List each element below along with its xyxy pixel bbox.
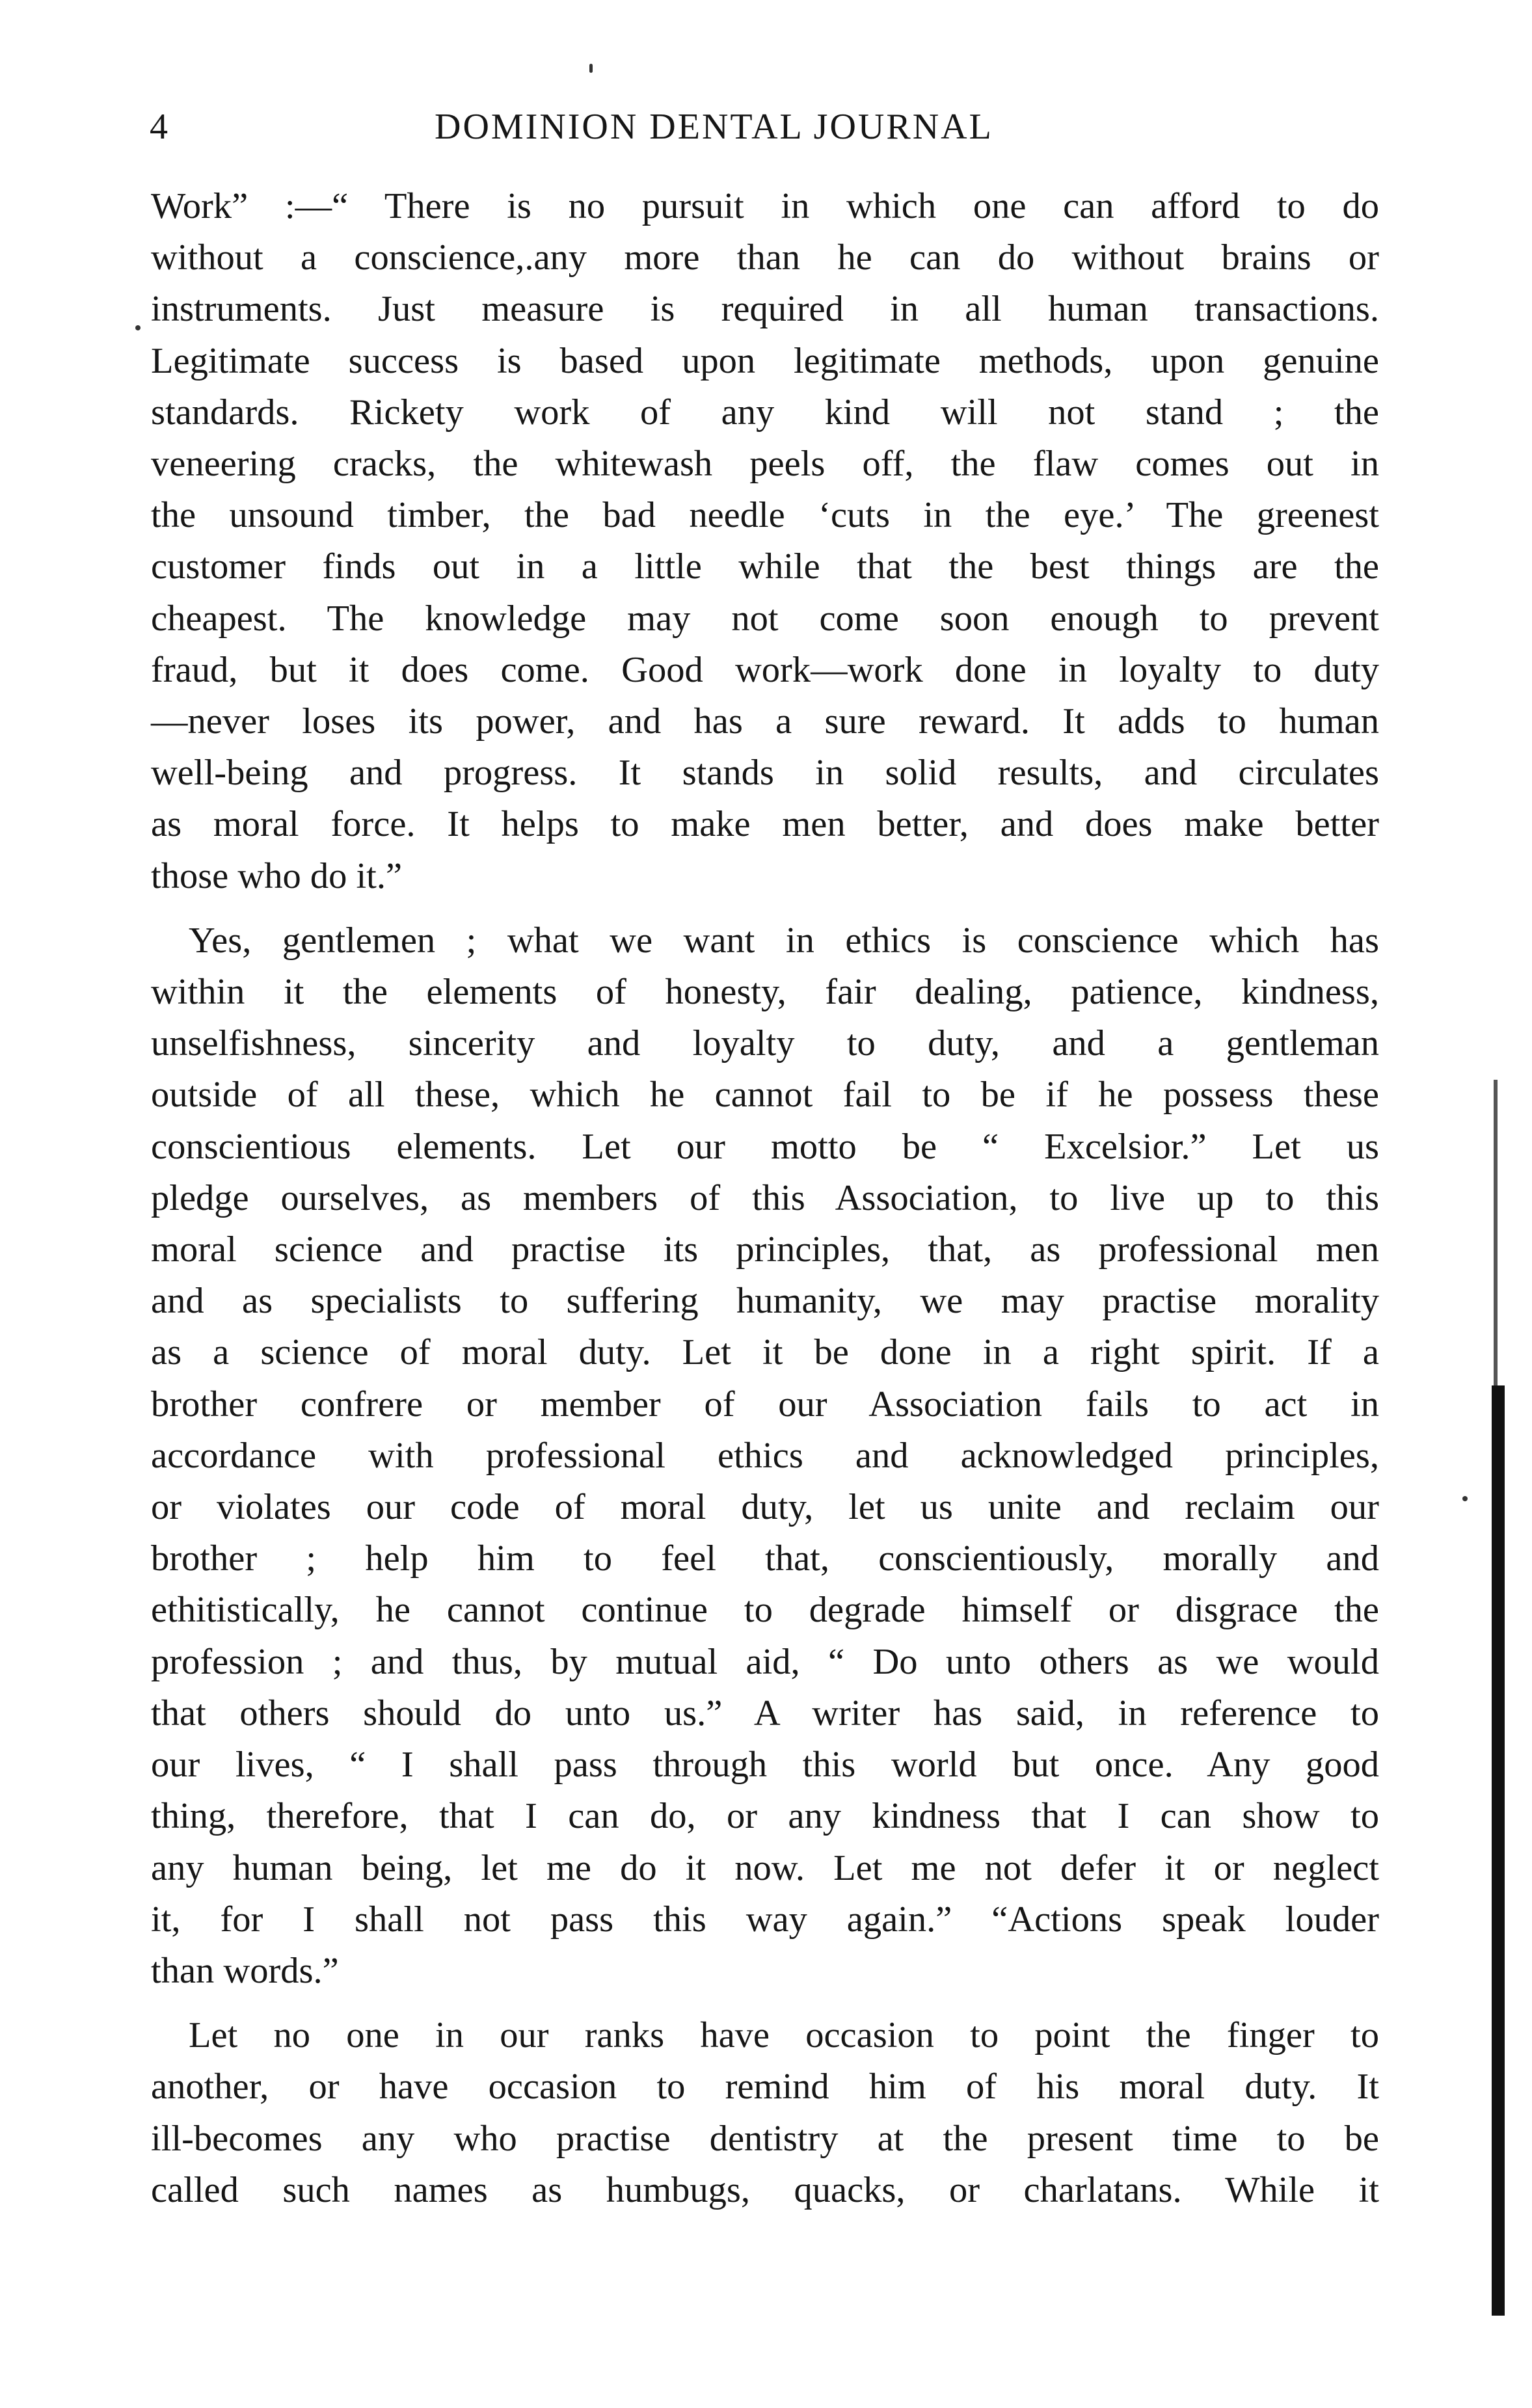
scan-speck <box>135 325 141 330</box>
text-line: —never loses its power, and has a sure reward. It adds to human <box>151 701 1379 742</box>
paragraph-ethics <box>151 915 1379 1997</box>
text-line: cheapest. The knowledge may not come soon enough to prevent <box>151 598 1379 639</box>
scan-speck <box>1462 1496 1468 1501</box>
text-line: or violates our code of moral duty, let us unite and reclaim our <box>151 1487 1379 1528</box>
text-line: Work” :—“ There is no pursuit in which one can afford to do <box>151 186 1379 226</box>
text-line: standards. Rickety work of any kind will not stand ; the <box>151 392 1379 433</box>
text-line: without a conscience,.any more than he can do without brains or <box>151 237 1379 278</box>
text-line: as a science of moral duty. Let it be done in a right spirit. If a <box>151 1332 1379 1373</box>
text-line: those who do it.” <box>151 855 403 896</box>
text-line: ill-becomes any who practise dentistry at the present time to be <box>151 2118 1379 2159</box>
text-line: profession ; and thus, by mutual aid, “ Do unto others as we would <box>151 1641 1379 1682</box>
text-line: accordance with professional ethics and acknowledged principles, <box>151 1435 1379 1476</box>
text-line: as moral force. It helps to make men better, and does make better <box>151 804 1379 845</box>
page-number: 4 <box>150 107 168 147</box>
text-line: Legitimate success is based upon legitimate methods, upon genuine <box>151 340 1379 381</box>
text-line: unselfishness, sincerity and loyalty to duty, and a gentleman <box>151 1023 1379 1064</box>
journal-title: DOMINION DENTAL JOURNAL <box>435 107 993 147</box>
text-line: outside of all these, which he cannot fail to be if he possess these <box>151 1075 1379 1116</box>
text-line: customer finds out in a little while that the best things are the <box>151 546 1379 587</box>
scan-speck <box>589 64 593 73</box>
text-line: moral science and practise its principles, that, as professional men <box>151 1229 1379 1270</box>
text-line: it, for I shall not pass this way again.” “Actions speak louder <box>151 1899 1379 1940</box>
text-line: well-being and progress. It stands in solid results, and circulates <box>151 753 1379 794</box>
text-line: instruments. Just measure is required in all human transactions. <box>151 289 1379 330</box>
text-line: than words.” <box>151 1950 339 1991</box>
paragraph-spacer <box>151 902 1379 915</box>
text-line: conscientious elements. Let our motto be “ Excelsior.” Let us <box>151 1126 1379 1167</box>
text-line: Let no one in our ranks have occasion to point the finger to <box>189 2015 1379 2056</box>
text-line: fraud, but it does come. Good work—work done in loyalty to duty <box>151 649 1379 690</box>
text-line: any human being, let me do it now. Let me not defer it or neglect <box>151 1847 1379 1888</box>
scan-margin-line-thick <box>1492 1385 1505 2316</box>
text-line: our lives, “ I shall pass through this world but once. Any good <box>151 1745 1379 1786</box>
text-line: another, or have occasion to remind him of his moral duty. It <box>151 2067 1379 2107</box>
text-line: veneering cracks, the whitewash peels off, the flaw comes out in <box>151 444 1379 485</box>
text-line: the unsound timber, the bad needle ‘cuts in the eye.’ The greenest <box>151 495 1379 536</box>
paragraph-quote-continuation <box>151 181 1379 902</box>
text-line: that others should do unto us.” A writer has said, in reference to <box>151 1692 1379 1733</box>
text-line: and as specialists to suffering humanity, we may practise morality <box>151 1281 1379 1322</box>
text-line: Yes, gentlemen ; what we want in ethics is conscience which has <box>189 920 1379 961</box>
article-body <box>151 181 1379 2216</box>
scan-margin-line-thin <box>1494 1080 1498 1385</box>
text-line: within it the elements of honesty, fair dealing, patience, kindness, <box>151 972 1379 1013</box>
text-line: called such names as humbugs, quacks, or charlatans. While it <box>151 2169 1379 2210</box>
text-line: thing, therefore, that I can do, or any kindness that I can show to <box>151 1796 1379 1837</box>
running-head <box>150 98 1386 156</box>
paragraph-spacer <box>151 1997 1379 2010</box>
text-line: pledge ourselves, as members of this Association, to live up to this <box>151 1177 1379 1218</box>
text-line: brother ; help him to feel that, conscientiously, morally and <box>151 1538 1379 1579</box>
text-line: brother confrere or member of our Association fails to act in <box>151 1384 1379 1425</box>
paragraph-ranks <box>151 2010 1379 2216</box>
text-line: ethitistically, he cannot continue to degrade himself or disgrace the <box>151 1590 1379 1631</box>
